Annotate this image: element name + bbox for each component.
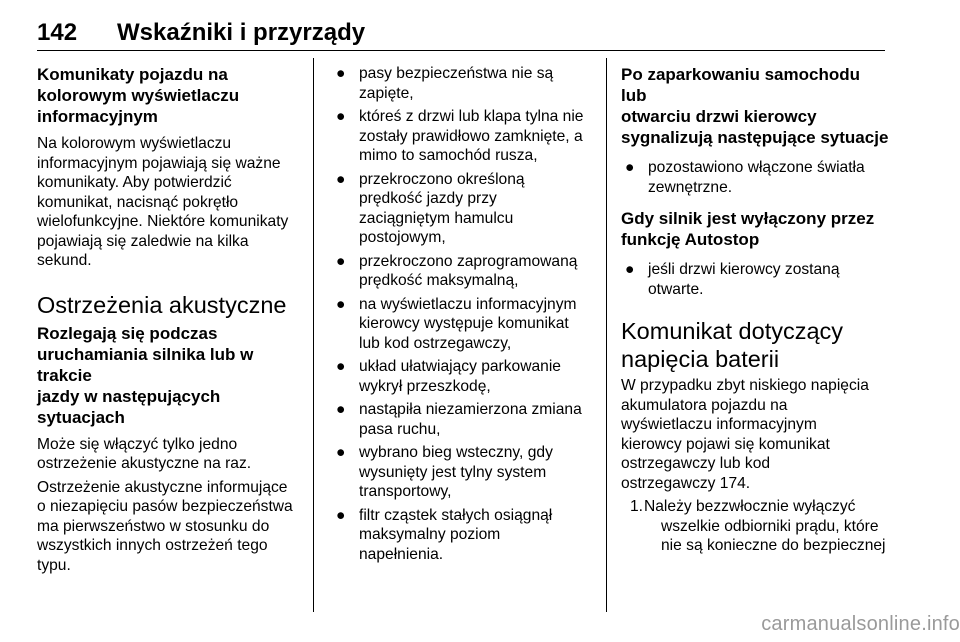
heading-after-parking: Po zaparkowaniu samochodu lub otwarciu drzwi kierowcy sygnalizują następujące sytuacje [621, 65, 889, 147]
section-title-battery-voltage: Komunikat dotyczący napięcia baterii [621, 318, 844, 372]
bullet-icon: ● [336, 295, 346, 313]
bullet-icon: ● [336, 252, 346, 270]
header-rule [37, 50, 885, 51]
list-item: ● pozostawiono włączone światła zewnętrzne. [625, 159, 865, 196]
page-header [37, 18, 885, 52]
bullet-icon: ● [336, 108, 346, 125]
bullet-icon: ● [336, 65, 346, 82]
bullet-icon: ● [336, 444, 346, 461]
bullet-icon: ● [336, 170, 346, 188]
section-title-acoustic-warnings: Ostrzeżenia akustyczne [37, 291, 287, 318]
bullet-icon: ● [625, 261, 635, 278]
list-item: ● jeśli drzwi kierowcy zostaną otwarte. [625, 261, 840, 298]
paragraph-messages: Na kolorowym wyświetlaczu informacyjnym pojawiają się ważne komunikaty. Aby potwierdzić komunikat, nacisnąć pokrętło wielofunkcyjne. Niektóre komunikaty pojawiają się zaledwie na kilka sekund. [37, 135, 289, 269]
column-1 [37, 64, 301, 575]
heading-autostop: Gdy silnik jest wyłączony przez funkcję Autostop [621, 209, 875, 249]
page-title: Wskaźniki i przyrządy [117, 19, 366, 46]
list-item: ● filtr cząstek stałych osiągnął maksymalny poziom napełnienia. [336, 506, 553, 563]
list-item: ● pasy bezpieczeństwa nie są zapięte, [336, 65, 554, 102]
numbered-list-item: 1. Należy bezzwłocznie wyłączyć wszelkie odbiorniki prądu, które nie są konieczne do bezpiecznej [630, 498, 886, 554]
bullet-icon: ● [625, 159, 635, 176]
paragraph-seatbelt-priority: Ostrzeżenie akustyczne informujące o niezapięciu pasów bezpieczeństwa ma pierwszeństwo w stosunku do wszystkich innych ostrzeżeń tego typu. [37, 478, 293, 574]
list-item: ● na wyświetlaczu informacyjnym kierowcy występuje komunikat lub kod ostrzegawczy, [336, 295, 577, 352]
column-3 [621, 64, 889, 556]
list-item: ● nastąpiła niezamierzona zmiana pasa ruchu, [336, 401, 582, 438]
list-item: ● układ ułatwiający parkowanie wykrył przeszkodę, [336, 358, 561, 395]
page-number: 142 [37, 19, 78, 46]
paragraph-battery: W przypadku zbyt niskiego napięcia akumulatora pojazdu na wyświetlaczu informacyjnym kierowcy pojawi się komunikat ostrzegawczy lub kod ostrzegawczy 174. [621, 377, 869, 492]
column-divider [313, 58, 314, 612]
list-item: ● wybrano bieg wsteczny, gdy wysunięty jest tylny system transportowy, [336, 444, 553, 500]
list-item: ● któreś z drzwi lub klapa tylna nie zostały prawidłowo zamknięte, a mimo to samochód rusza, [336, 108, 584, 164]
watermark: carmanualsonline.info [761, 613, 960, 635]
column-divider [606, 58, 607, 612]
list-number: 1. [630, 498, 644, 515]
bullet-icon: ● [336, 401, 346, 418]
paragraph-single-warning: Może się włączyć tylko jedno ostrzeżenie akustyczne na raz. [37, 435, 252, 472]
list-item: ● przekroczono określoną prędkość jazdy przy zaciągniętym hamulcu postojowym, [336, 170, 525, 246]
column-2 [332, 64, 594, 564]
list-item: ● przekroczono zaprogramowaną prędkość maksymalną, [336, 252, 578, 289]
heading-acoustic-situations: Rozlegają się podczas uruchamiania silnika lub w trakcie jazdy w następujących sytuacjach [37, 323, 254, 427]
bullet-icon: ● [336, 358, 346, 375]
bullet-icon: ● [336, 506, 346, 524]
heading-vehicle-messages: Komunikaty pojazdu na kolorowym wyświetlaczu informacyjnym [37, 65, 240, 126]
